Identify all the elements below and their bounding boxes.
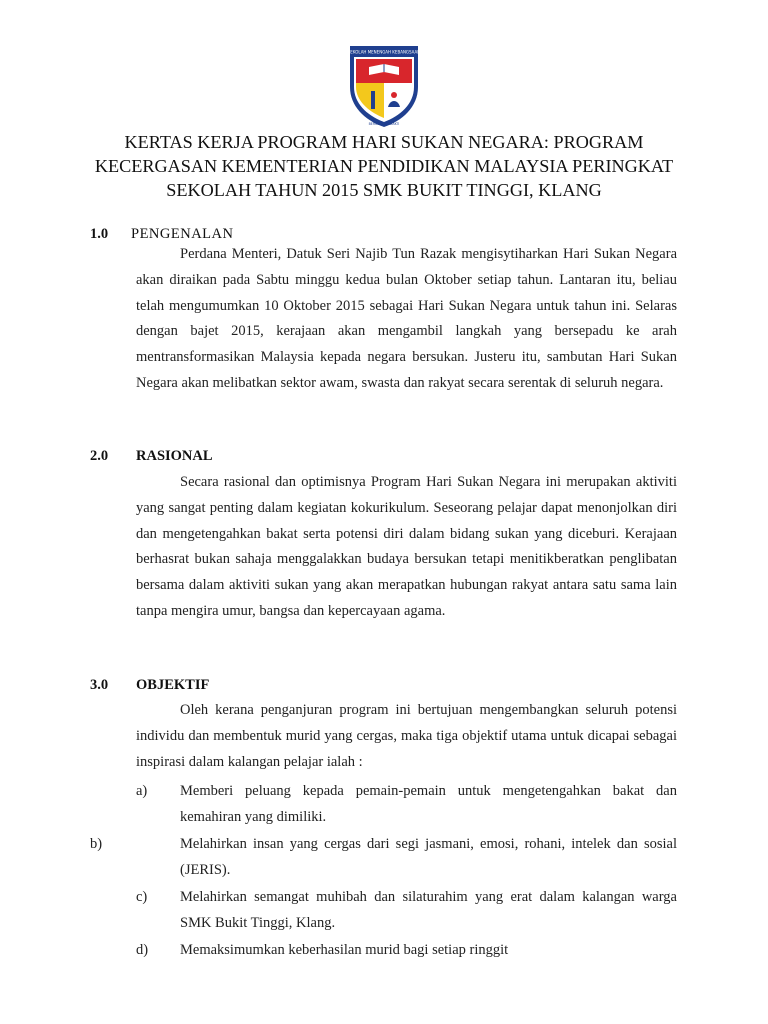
section-3-body: Oleh kerana penganjuran program ini bertujuan mengembangkan seluruh potensi individu dan membentuk murid yang cergas, maka tiga objektif utama untuk dicapai sebagai inspirasi dalam kalangan pelajar ialah :: [136, 702, 677, 770]
list-marker: d): [136, 942, 149, 958]
list-text: Memberi peluang kepada pemain-pemain untuk mengetengahkan bakat dan kemahiran yang dimiliki.: [180, 783, 677, 825]
section-2-number: 2.0: [90, 448, 109, 464]
section-1-number: 1.0: [90, 226, 109, 242]
title-line-2: KECERGASAN KEMENTERIAN PENDIDIKAN MALAYSIA PERINGKAT: [94, 156, 674, 176]
svg-text:SEKOLAH MENENGAH KEBANGSAAN: SEKOLAH MENENGAH KEBANGSAAN: [347, 49, 421, 55]
section-1-title: PENGENALAN: [131, 226, 234, 242]
list-text: Melahirkan semangat muhibah dan silaturahim yang erat dalam kalangan warga SMK Bukit Tinggi, Klang.: [180, 889, 677, 931]
title-line-1: KERTAS KERJA PROGRAM HARI SUKAN NEGARA: PROGRAM: [124, 132, 644, 152]
list-marker: c): [136, 889, 148, 905]
section-2-body: Secara rasional dan optimisnya Program Hari Sukan Negara ini merupakan aktiviti yang sangat penting dalam kegiatan kokurikulum. Seseorang pelajar dapat menonjolkan diri dan mengetengahkan bakat serta potensi diri dalam bidang sukan yang diceburi. Kerajaan berhasrat bukan sahaja menggalakkan budaya bersukan tetapi menitikberatkan penglibatan bersama dalam aktiviti sukan yang akan merapatkan hubungan rakyat antara satu sama lain tanpa mengira umur, bangsa dan kepercayaan agama.: [136, 474, 677, 619]
section-2-title: RASIONAL: [136, 448, 213, 464]
section-3-title: OBJEKTIF: [136, 677, 210, 693]
document-title: [60, 130, 708, 202]
list-text: Melahirkan insan yang cergas dari segi jasmani, emosi, rohani, intelek dan sosial (JERIS).: [180, 836, 677, 878]
list-marker: b): [90, 836, 103, 852]
school-crest-logo: [347, 43, 421, 129]
list-text: Memaksimumkan keberhasilan murid bagi setiap ringgit: [180, 942, 509, 958]
section-3-number: 3.0: [90, 677, 109, 693]
svg-text:BERILMU BERBAKTI: BERILMU BERBAKTI: [368, 122, 400, 126]
list-marker: a): [136, 783, 148, 799]
title-line-3: SEKOLAH TAHUN 2015 SMK BUKIT TINGGI, KLANG: [166, 180, 602, 200]
section-1-body: Perdana Menteri, Datuk Seri Najib Tun Razak mengisytiharkan Hari Sukan Negara akan diraikan pada Sabtu minggu kedua bulan Oktober setiap tahun. Lantaran itu, beliau telah mengumumkan 10 Oktober 2015 sebagai Hari Sukan Negara untuk tahun ini. Selaras dengan bajet 2015, kerajaan akan mengambil langkah yang bersepadu ke arah mentransformasikan Malaysia kepada negara bersukan. Justeru itu, sambutan Hari Sukan Negara akan melibatkan sektor awam, swasta dan rakyat secara serentak di seluruh negara.: [136, 246, 677, 391]
